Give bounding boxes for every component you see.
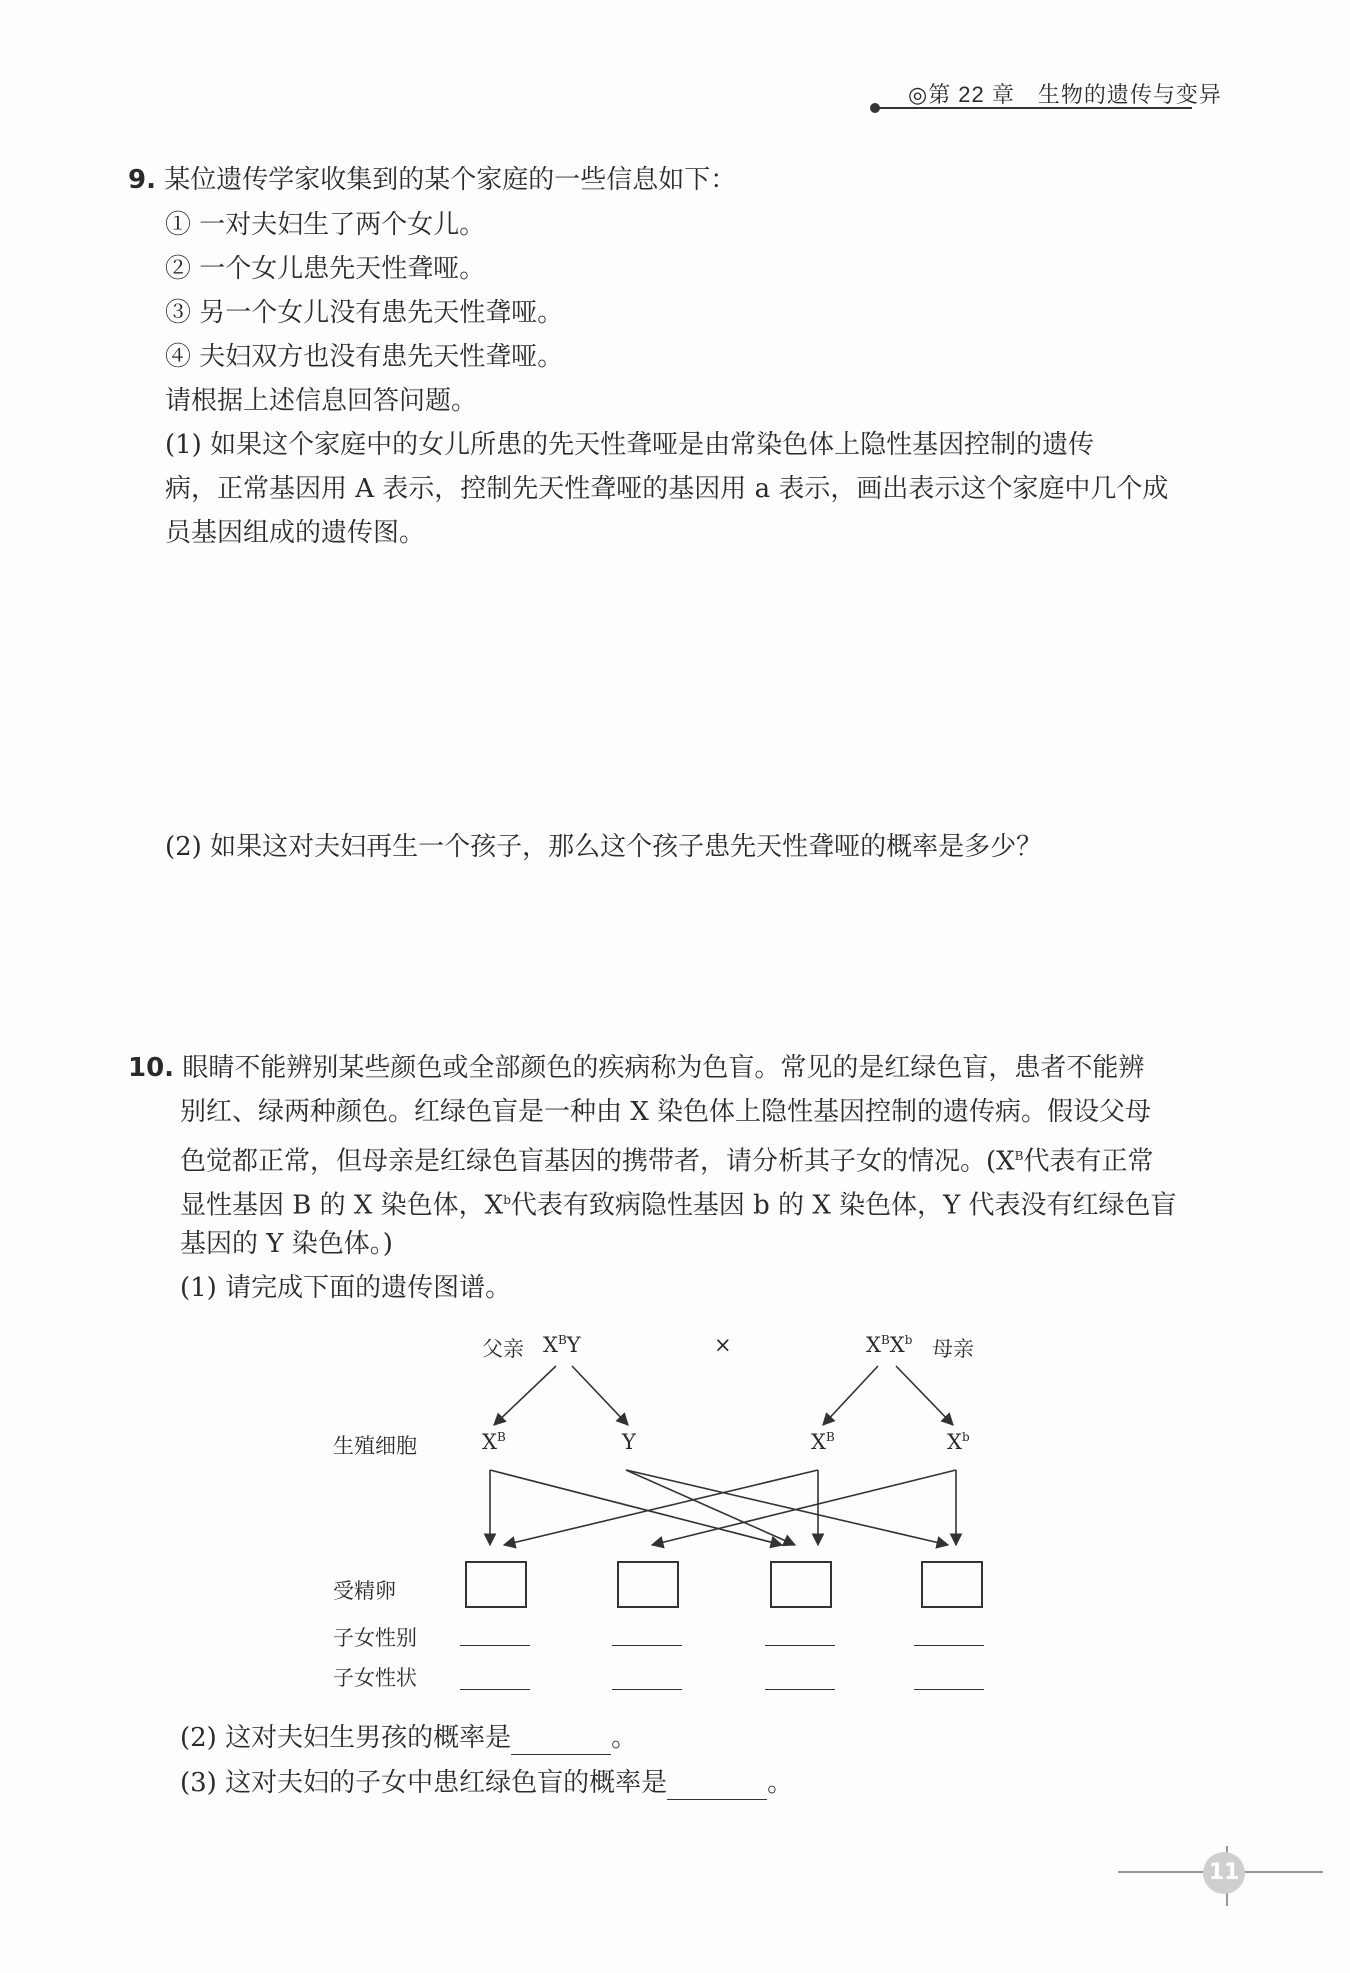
zygote-label: 受精卵 bbox=[333, 1579, 396, 1603]
q10-line-2: 别红、绿两种颜色。红绿色盲是一种由 X 染色体上隐性基因控制的遗传病。假设父母 bbox=[180, 1097, 1152, 1127]
sex-blank-1[interactable] bbox=[460, 1645, 530, 1646]
q10-sup-b: b bbox=[503, 1193, 511, 1207]
q10-text-3-tail: 代表有正常 bbox=[1023, 1146, 1154, 1177]
trait-blank-1[interactable] bbox=[460, 1689, 530, 1690]
q9-part1-line3: 员基因组成的遗传图。 bbox=[165, 518, 426, 548]
chapter-header: ◎第 22 章 生物的遗传与变异 bbox=[908, 82, 1222, 107]
cross-symbol: × bbox=[714, 1333, 732, 1357]
sex-blank-2[interactable] bbox=[612, 1645, 682, 1646]
father-genotype: $X^BY$ bbox=[543, 1333, 581, 1357]
arrow-y-to-zygote4 bbox=[626, 1470, 948, 1545]
q10-sup-B: B bbox=[1014, 1149, 1024, 1163]
q9-fact-4: ④ 夫妇双方也没有患先天性聋哑。 bbox=[165, 342, 564, 372]
sex-blank-3[interactable] bbox=[765, 1645, 835, 1646]
mother-genotype: $X^BX^b$ bbox=[866, 1333, 913, 1357]
q10-text-4: 显性基因 B 的 X 染色体，X bbox=[180, 1190, 504, 1221]
q9-intro: 某位遗传学家收集到的某个家庭的一些信息如下： bbox=[164, 165, 737, 195]
q10-line-5: 基因的 Y 染色体。) bbox=[180, 1229, 393, 1259]
q9-prompt: 请根据上述信息回答问题。 bbox=[165, 386, 478, 416]
zygote-box-4[interactable] bbox=[921, 1561, 983, 1608]
gamete-2: Y bbox=[622, 1430, 636, 1454]
arrow-father-to-y bbox=[572, 1366, 628, 1425]
q9-part2: (2) 如果这对夫妇再生一个孩子，那么这个孩子患先天性聋哑的概率是多少？ bbox=[165, 832, 1043, 862]
sex-label: 子女性别 bbox=[333, 1626, 417, 1650]
zygote-box-2[interactable] bbox=[617, 1561, 679, 1608]
q9-fact-1: ① 一对夫妇生了两个女儿。 bbox=[165, 210, 486, 240]
q10-part3: (3) 这对夫妇的子女中患红绿色盲的概率是 。 bbox=[180, 1768, 794, 1798]
gametes-label: 生殖细胞 bbox=[333, 1434, 417, 1458]
q9-fact-2: ② 一个女儿患先天性聋哑。 bbox=[165, 254, 486, 284]
sex-blank-4[interactable] bbox=[914, 1645, 984, 1646]
zygote-box-3[interactable] bbox=[770, 1561, 832, 1608]
q10-part2: (2) 这对夫妇生男孩的概率是 。 bbox=[180, 1723, 638, 1753]
q10-part2-blank[interactable] bbox=[511, 1728, 611, 1755]
trait-blank-3[interactable] bbox=[765, 1689, 835, 1690]
arrow-mother-to-xb bbox=[823, 1366, 878, 1425]
arrow-mother-to-xsb bbox=[896, 1366, 953, 1425]
q10-text-1: 眼睛不能辨别某些颜色或全部颜色的疾病称为色盲。常见的是红绿色盲，患者不能辨 bbox=[182, 1053, 1145, 1083]
q9-number: 9. bbox=[128, 165, 156, 195]
q10-text-4-tail: 代表有致病隐性基因 b 的 X 染色体，Y 代表没有红绿色盲 bbox=[510, 1190, 1177, 1221]
gamete-3: $X^B$ bbox=[811, 1430, 835, 1454]
arrow-xb-to-zygote3 bbox=[490, 1470, 782, 1545]
trait-blank-2[interactable] bbox=[612, 1689, 682, 1690]
page-number: 11 bbox=[1203, 1852, 1245, 1894]
q9-part1-line1: (1) 如果这个家庭中的女儿所患的先天性聋哑是由常染色体上隐性基因控制的遗传 bbox=[165, 430, 1095, 460]
zygote-box-1[interactable] bbox=[465, 1561, 527, 1608]
q9-fact-3: ③ 另一个女儿没有患先天性聋哑。 bbox=[165, 298, 564, 328]
q10-part3-blank[interactable] bbox=[667, 1773, 767, 1800]
q10-number: 10. bbox=[128, 1053, 175, 1083]
q10-text-3: 色觉都正常，但母亲是红绿色盲基因的携带者，请分析其子女的情况。(X bbox=[180, 1146, 1015, 1177]
q10-part1: (1) 请完成下面的遗传图谱。 bbox=[180, 1273, 512, 1303]
gamete-4: $X^b$ bbox=[947, 1430, 970, 1454]
trait-blank-4[interactable] bbox=[914, 1689, 984, 1690]
q9-part1-line2: 病，正常基因用 A 表示，控制先天性聋哑的基因用 a 表示，画出表示这个家庭中几个成 bbox=[165, 474, 1169, 504]
gamete-1: $X^B$ bbox=[482, 1430, 506, 1454]
trait-label: 子女性状 bbox=[333, 1666, 417, 1690]
mother-label: 母亲 bbox=[932, 1337, 974, 1361]
father-label: 父亲 bbox=[482, 1337, 524, 1361]
arrow-father-to-xb bbox=[494, 1366, 556, 1425]
arrow-mxsb-to-zygote2 bbox=[652, 1470, 956, 1545]
